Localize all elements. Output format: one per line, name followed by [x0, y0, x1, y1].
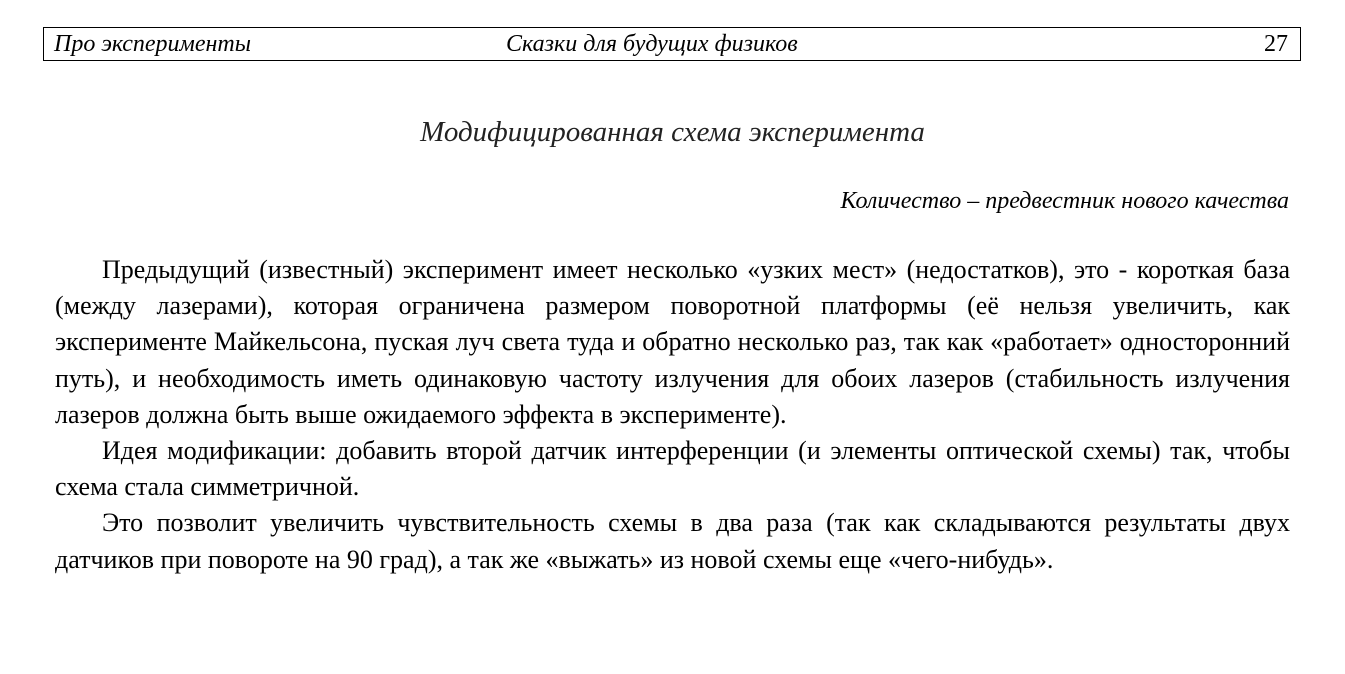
body-text [55, 252, 1290, 578]
paragraph-sensitivity: Это позволит увеличить чувствительность схемы в два раза (так как складываются результаты двух датчиков при повороте на 90 град), а так же «выжать» из новой схемы еще «чего-нибудь». [55, 508, 1290, 574]
header-chapter-title: Про эксперименты [54, 31, 251, 57]
section-title: Модифицированная схема эксперимента [420, 116, 925, 148]
paragraph-modification-idea: Идея модификации: добавить второй датчик интерференции (и элементы оптической схемы) так, чтобы схема стала симметричной. [55, 436, 1290, 502]
running-header [43, 27, 1301, 61]
page-number: 27 [1264, 31, 1288, 57]
epigraph: Количество – предвестник нового качества [840, 188, 1289, 214]
paragraph-limitations: Предыдущий (известный) эксперимент имеет несколько «узких мест» (недостатков), это - короткая база (между лазерами), которая ограничена размером поворотной платформы (её нельзя увеличить, как эксперименте Майкельсона, пуская луч света туда и обратно несколько раз, так как «работает» односторонний путь), и необходимость иметь одинаковую частоту излучения для обоих лазеров (стабильность излучения лазеров должна быть выше ожидаемого эффекта в эксперименте). [55, 255, 1290, 429]
header-book-title: Сказки для будущих физиков [506, 31, 798, 57]
